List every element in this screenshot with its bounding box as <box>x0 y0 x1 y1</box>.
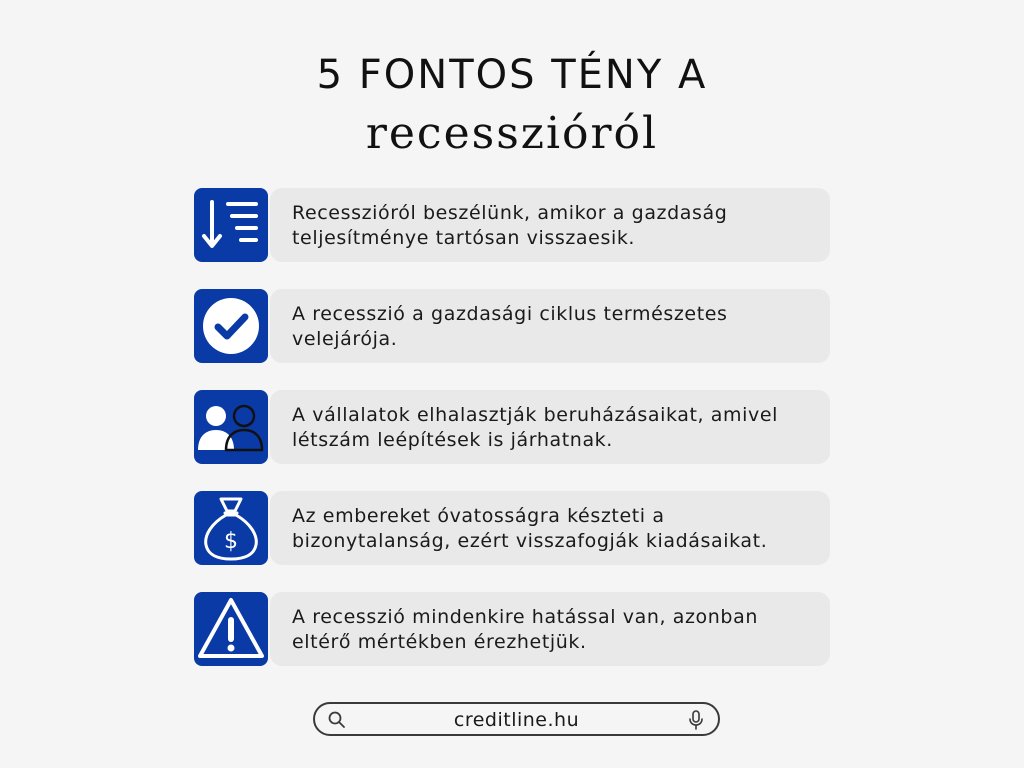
fact-text-box <box>270 188 830 262</box>
page-subtitle: recesszióról <box>365 108 659 159</box>
fact-text <box>292 403 822 453</box>
fact-text-line: velejárója. <box>292 328 398 350</box>
fact-text-line: A recesszió a gazdasági ciklus természetes <box>292 303 728 325</box>
fact-text-box <box>270 289 830 363</box>
warning-icon <box>194 592 268 666</box>
people-icon <box>194 390 268 464</box>
fact-text-line: eltérő mértékben érezhetjük. <box>292 631 587 653</box>
fact-text <box>292 605 822 655</box>
microphone-icon <box>686 709 706 731</box>
fact-text-box <box>270 491 830 565</box>
fact-text-line: bizonytalanság, ezért visszafogják kiadásaikat. <box>292 530 768 552</box>
checkmark-circle-icon <box>194 289 268 363</box>
facts-list <box>194 188 830 693</box>
fact-text-line: Az embereket óvatosságra készteti a <box>292 505 665 527</box>
fact-text-line: A recesszió mindenkire hatással van, azonban <box>292 606 758 628</box>
svg-text:$: $ <box>224 529 238 554</box>
fact-item-2 <box>194 289 830 363</box>
fact-text-box <box>270 592 830 666</box>
fact-item-3 <box>194 390 830 464</box>
fact-text <box>292 504 822 554</box>
fact-item-4 <box>194 491 830 565</box>
fact-text-line: létszám leépítések is járhatnak. <box>292 429 613 451</box>
fact-item-5 <box>194 592 830 666</box>
fact-text-line: Recesszióról beszélünk, amikor a gazdaság <box>292 202 728 224</box>
fact-text-box <box>270 390 830 464</box>
fact-text <box>292 201 822 251</box>
money-bag-icon <box>194 491 268 565</box>
sort-descending-icon <box>194 188 268 262</box>
search-bar[interactable] <box>313 702 720 736</box>
fact-item-1 <box>194 188 830 262</box>
fact-text-line: A vállalatok elhalasztják beruházásaikat, amivel <box>292 404 779 426</box>
page-title: 5 FONTOS TÉNY A <box>316 52 708 98</box>
search-text: creditline.hu <box>453 709 580 731</box>
fact-text <box>292 302 822 352</box>
fact-text-line: teljesítménye tartósan visszaesik. <box>292 227 636 249</box>
